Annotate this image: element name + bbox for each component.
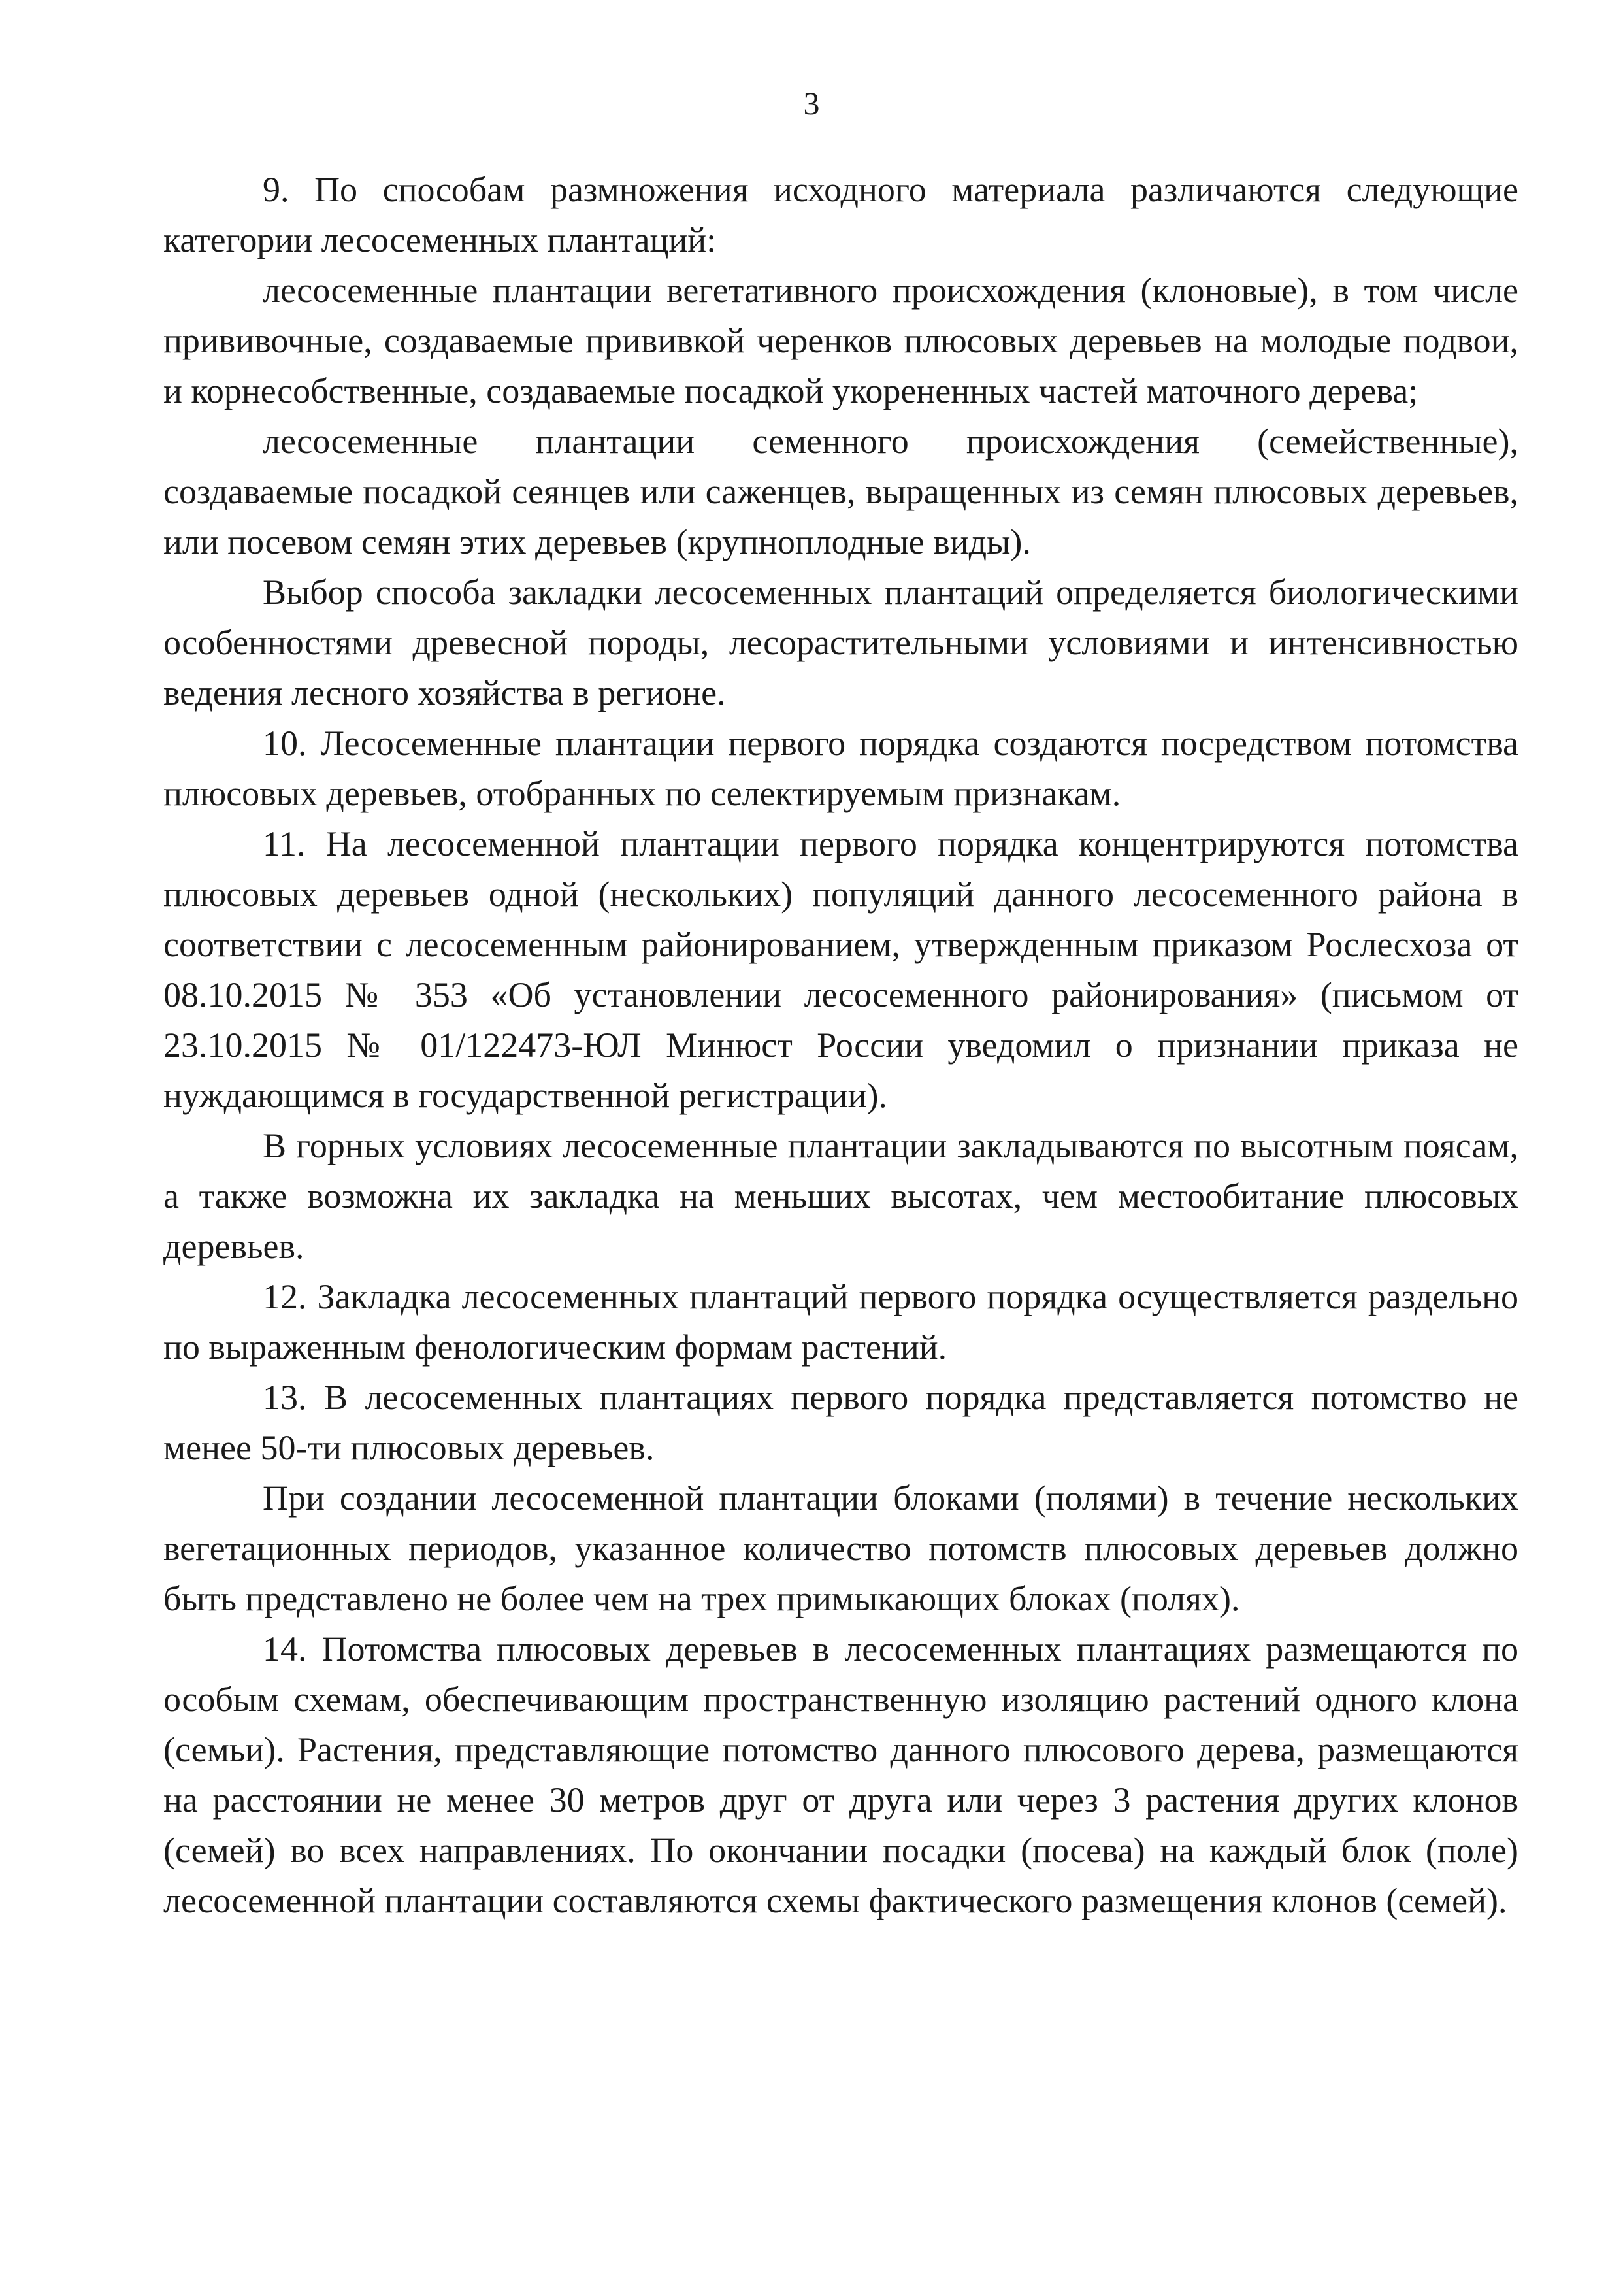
document-body: [163, 165, 1518, 1926]
paragraph-mountain-conditions: В горных условиях лесосеменные плантации закладываются по высотным поясам, а также возможна их закладка на меньших высотах, чем местообитание плюсовых деревьев.: [163, 1126, 1518, 1266]
paragraph-13: 13. В лесосеменных плантациях первого порядка представляется потомство не менее 50-ти плюсовых деревьев.: [163, 1378, 1518, 1467]
page-number: 3: [803, 85, 820, 122]
paragraph-10: 10. Лесосеменные плантации первого порядка создаются посредством потомства плюсовых деревьев, отобранных по селектируемым признакам.: [163, 724, 1518, 813]
paragraph-seed-plantations: лесосеменные плантации семенного происхождения (семейственные), создаваемые посадкой сеянцев или саженцев, выращенных из семян плюсовых деревьев, или посевом семян этих деревьев (крупноплодные виды).: [163, 422, 1518, 561]
paragraph-14: 14. Потомства плюсовых деревьев в лесосеменных плантациях размещаются по особым схемам, обеспечивающим пространственную изоляцию растений одного клона (семьи). Растения, представляющие потомство данного плюсового дерева, размещаются на расстоянии не менее 30 метров друг от друга или через 3 растения других клонов (семей) во всех направлениях. По окончании посадки (посева) на каждый блок (поле) лесосеменной плантации составляются схемы фактического размещения клонов (семей).: [163, 1629, 1518, 1920]
paragraph-blocks: При создании лесосеменной плантации блоками (полями) в течение нескольких вегетационных периодов, указанное количество потомств плюсовых деревьев должно быть представлено не более чем на трех примыкающих блоках (полях).: [163, 1478, 1518, 1618]
paragraph-11: 11. На лесосеменной плантации первого порядка концентрируются потомства плюсовых деревьев одной (нескольких) популяций данного лесосеменного района в соответствии с лесосеменным районированием, утвержденным приказом Рослесхоза от 08.10.2015 № 353 «Об установлении лесосеменного районирования» (письмом от 23.10.2015 № 01/122473-ЮЛ Минюст России уведомил о признании приказа не нуждающимся в государственной регистрации).: [163, 824, 1518, 1115]
paragraph-12: 12. Закладка лесосеменных плантаций первого порядка осуществляется раздельно по выраженным фенологическим формам растений.: [163, 1277, 1518, 1367]
paragraph-vegetative-plantations: лесосеменные плантации вегетативного происхождения (клоновые), в том числе прививочные, создаваемые прививкой черенков плюсовых деревьев на молодые подвои, и корнесобственные, создаваемые посадкой укорененных частей маточного дерева;: [163, 271, 1518, 410]
paragraph-9: 9. По способам размножения исходного материала различаются следующие категории лесосеменных плантаций:: [163, 170, 1518, 259]
paragraph-method-choice: Выбор способа закладки лесосеменных плантаций определяется биологическими особенностями древесной породы, лесорастительными условиями и интенсивностью ведения лесного хозяйства в регионе.: [163, 573, 1518, 712]
